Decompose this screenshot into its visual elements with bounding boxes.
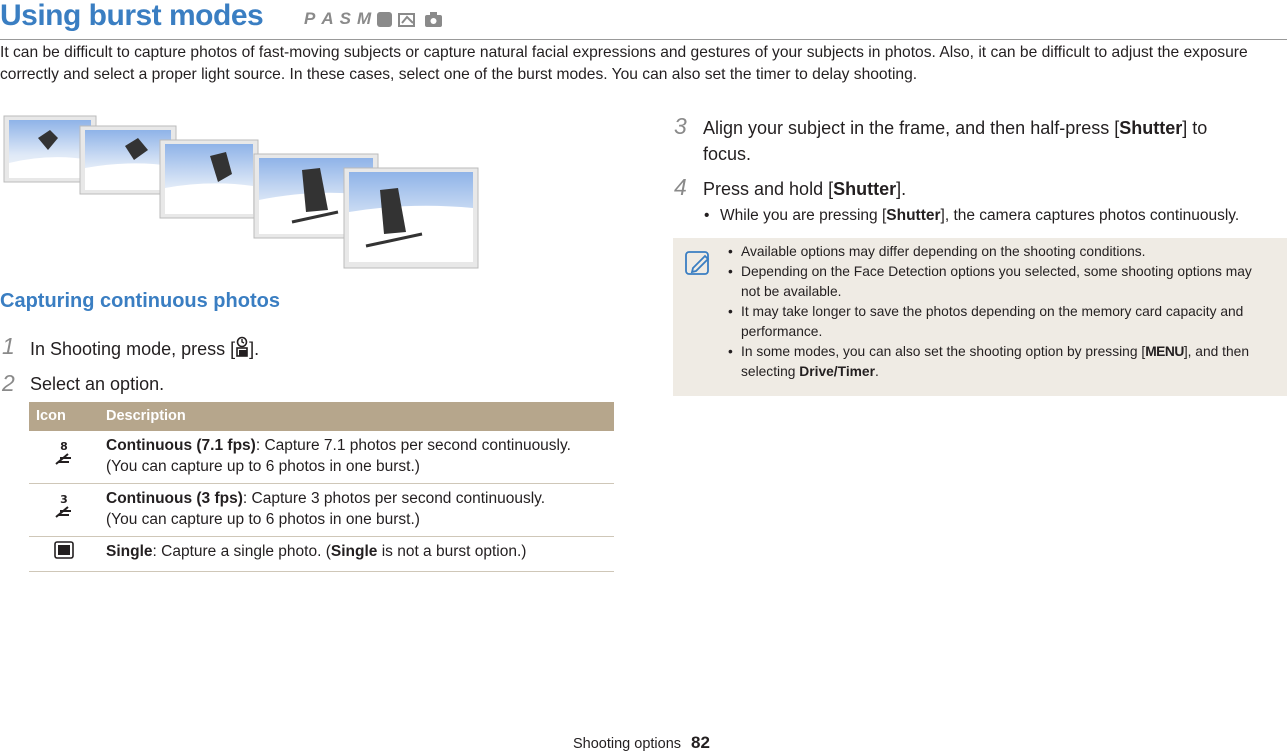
step-1-number: 1 (2, 333, 15, 359)
option-name: Single (106, 543, 153, 560)
step-1-text-after: ]. (249, 339, 260, 359)
icon-cell (29, 484, 99, 537)
burst-8-icon (53, 439, 75, 467)
option-desc: : Capture 7.1 photos per second continuously. (255, 437, 571, 454)
burst-illustration (0, 108, 490, 273)
table-row (29, 431, 614, 484)
note-pencil-icon (683, 248, 713, 278)
page-footer (573, 733, 710, 753)
drive-timer-label: Drive/Timer (799, 364, 875, 379)
step-1-text (30, 336, 259, 362)
menu-key-icon: MENU (1145, 344, 1184, 359)
sub-bullet-after: ], the camera captures photos continuously. (940, 207, 1240, 224)
note-list (725, 242, 1273, 382)
step-1-text-before: In Shooting mode, press [ (30, 339, 236, 359)
mode-m: M (356, 9, 372, 28)
option-name: Continuous (3 fps) (106, 490, 243, 507)
step-4-sub-bullet (720, 205, 1239, 227)
photo-frame-3 (160, 140, 258, 218)
smart-mode-icon (377, 12, 392, 27)
bullet-dot: • (704, 207, 710, 224)
shutter-key: Shutter (1119, 118, 1183, 138)
description-cell (99, 484, 614, 537)
step-3-text (703, 115, 1283, 167)
step-4-text-after: ]. (896, 179, 907, 199)
note-item: • Available options may differ depending on the shooting conditions. (725, 242, 1273, 262)
footer-label: Shooting options (573, 736, 682, 752)
note-box (673, 238, 1287, 396)
step-3-text-after: ] to (1182, 118, 1208, 138)
icon-cell (29, 431, 99, 484)
section-title: Capturing continuous photos (0, 290, 280, 312)
title-divider (0, 39, 1287, 40)
scene-mode-icon (398, 11, 418, 28)
option-desc-2: (You can capture up to 6 photos in one burst.) (106, 458, 420, 475)
note-item (725, 342, 1273, 382)
table-header-row (29, 402, 614, 431)
shutter-key: Shutter (833, 179, 897, 199)
option-name: Continuous (7.1 fps) (106, 437, 256, 454)
burst-3-icon (53, 492, 75, 520)
single-shot-icon (54, 541, 74, 559)
table-row (29, 484, 614, 537)
step-3-text-before: Align your subject in the frame, and then half-press [ (703, 118, 1120, 138)
svg-text:3: 3 (60, 493, 68, 506)
mode-icons (304, 9, 443, 29)
header-description: Description (99, 402, 614, 431)
step-4-number: 4 (674, 174, 687, 200)
note-item: • Depending on the Face Detection options you selected, some shooting options may not be available. (725, 262, 1273, 302)
option-name-2: Single (330, 543, 378, 560)
description-cell (99, 431, 614, 484)
option-desc: : Capture 3 photos per second continuously. (242, 490, 546, 507)
description-cell (99, 537, 614, 572)
svg-text:8: 8 (60, 440, 68, 453)
step-4-text (703, 176, 906, 202)
step-4-text-before: Press and hold [ (703, 179, 834, 199)
title-row (0, 0, 1287, 40)
shutter-key: Shutter (886, 207, 941, 224)
option-desc-2: (You can capture up to 6 photos in one burst.) (106, 511, 420, 528)
camera-mode-icon (424, 11, 443, 28)
note-last-middle: ], and then selecting (741, 344, 1250, 379)
mode-a: A (321, 9, 334, 28)
note-item: • It may take longer to save the photos depending on the memory card capacity and performance. (725, 302, 1273, 342)
icon-cell (29, 537, 99, 572)
page-title: Using burst modes (0, 0, 264, 32)
table-row (29, 537, 614, 572)
intro-paragraph: It can be difficult to capture photos of fast-moving subjects or capture natural facial expressions and gestures of your subjects in photos. Also, it can be difficult to adjust the exposure correctly and select a proper light source. In these cases, select one of the burst modes. You can also set the timer to delay shooting. (0, 44, 1248, 83)
note-last-before: In some modes, you can also set the shooting option by pressing [ (741, 344, 1146, 359)
mode-p: P (304, 9, 316, 28)
options-table (29, 402, 614, 572)
header-icon: Icon (29, 402, 99, 431)
step-3-line-2: focus. (703, 144, 752, 164)
sub-bullet-before: While you are pressing [ (720, 207, 887, 224)
option-desc-3: is not a burst option.) (377, 543, 527, 560)
page-number: 82 (691, 733, 710, 752)
option-desc: : Capture a single photo. ( (152, 543, 331, 560)
mode-s: S (339, 9, 351, 28)
step-3-number: 3 (674, 113, 687, 139)
step-2-number: 2 (2, 370, 15, 396)
step-2-text: Select an option. (30, 374, 165, 394)
note-last-after: . (874, 364, 879, 379)
timer-drive-icon (235, 336, 249, 358)
photo-frame-5 (344, 168, 478, 268)
